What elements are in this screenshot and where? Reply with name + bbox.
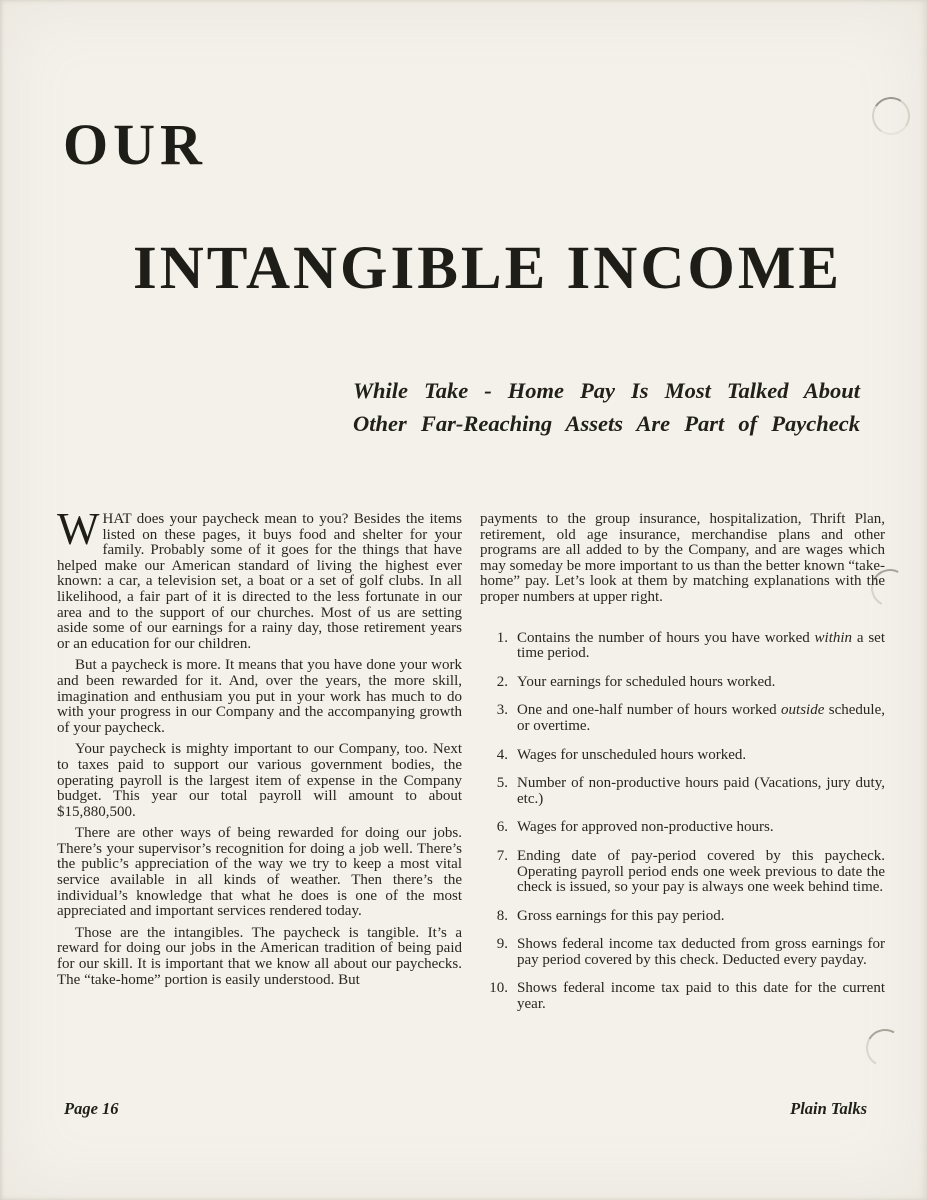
list-item-text: Your earnings for scheduled hours worked. xyxy=(517,673,776,690)
list-item xyxy=(480,909,885,925)
publication-name: Plain Talks xyxy=(790,1099,867,1118)
deck-line-2: Other Far-Reaching Assets Are Part of Paycheck xyxy=(353,411,860,436)
list-item xyxy=(480,820,885,836)
page-footer xyxy=(64,1099,867,1119)
paragraph-1-text: HAT does your paycheck mean to you? Besides the items listed on these pages, it buys food and shelter for your family. Probably some of it goes for the things that have helped make our American standard of living the highest ever known: a car, a television set, a boat or a set of golf clubs. In all likelihood, a fair part of it is directed to the less fortunate in our area and to the support of our churches. Most of us are setting aside some of our earnings for a rainy day, those retirement years or an education for our children. xyxy=(57,511,462,652)
article-body xyxy=(57,504,885,1026)
paragraph-2: But a paycheck is more. It means that you have done your work and been rewarded for it. And, over the years, the more skill, imagination and enthusiam you put in your work has much to do with your progress in our Company and the accompanying growth of your paycheck. xyxy=(57,657,462,736)
list-item xyxy=(480,748,885,764)
list-item-number: 5. xyxy=(496,775,508,792)
list-item-text: Shows federal income tax paid to this date for the current year. xyxy=(517,980,885,1013)
article-deck xyxy=(353,374,860,440)
paragraph-5: Those are the intangibles. The paycheck is tangible. It’s a reward for doing our jobs in the American tradition of being paid for our skill. It is important that we know all about our paychecks. The “take-home” portion is easily understood. But xyxy=(57,924,462,988)
list-item xyxy=(480,849,885,896)
paragraph-3: Your paycheck is mighty important to our Company, too. Next to taxes paid to support our various government bodies, the operating payroll is the largest item of expense in the Company budget. This year our total payroll will amount to about $15,880,500. xyxy=(57,741,462,820)
list-item-number: 4. xyxy=(496,746,508,763)
list-item xyxy=(480,703,885,734)
hole-punch-icon xyxy=(862,1025,909,1072)
left-column xyxy=(57,504,462,1026)
deck-line-1: While Take - Home Pay Is Most Talked About xyxy=(353,378,860,403)
list-item-text: Shows federal income tax deducted from gross earnings for pay period covered by this check. Deducted every payday. xyxy=(517,936,885,968)
list-item-text: Gross earnings for this pay period. xyxy=(517,907,725,924)
list-item-number: 10. xyxy=(489,980,508,997)
list-item xyxy=(480,776,885,807)
page-title-line1: OUR xyxy=(63,112,207,177)
page-title-line2: INTANGIBLE INCOME xyxy=(133,235,843,302)
paycheck-explanation-list xyxy=(480,631,885,1013)
list-item-text: Contains the number of hours you have worked within a set time period. xyxy=(517,629,885,662)
list-item xyxy=(480,675,885,691)
hole-punch-icon xyxy=(868,93,913,138)
list-item-number: 8. xyxy=(496,907,508,924)
list-item-text: One and one-half number of hours worked outside schedule, or overtime. xyxy=(517,702,885,734)
paragraph-4: There are other ways of being rewarded for doing our jobs. There’s your supervisor’s recognition for doing a job well. There’s the public’s appreciation of the way we try to keep a most vital service available in all kinds of weather. Then there’s the individual’s knowledge that what he does is one of the most appreciated and important services rendered today. xyxy=(57,825,462,920)
list-item xyxy=(480,937,885,968)
list-item-number: 3. xyxy=(496,702,508,719)
paragraph-1 xyxy=(57,504,462,652)
page-number: Page 16 xyxy=(64,1099,119,1118)
list-item-number: 9. xyxy=(496,936,508,953)
list-item-number: 7. xyxy=(496,847,508,864)
list-item-text: Ending date of pay-period covered by this paycheck. Operating payroll period ends one week previous to date the check is issued, so your pay is always one week behind time. xyxy=(517,847,885,896)
list-item-number: 2. xyxy=(496,673,508,690)
list-item-text: Wages for unscheduled hours worked. xyxy=(517,746,747,763)
list-item xyxy=(480,981,885,1012)
list-item-number: 1. xyxy=(496,629,508,646)
right-intro-paragraph: payments to the group insurance, hospitalization, Thrift Plan, retirement, old age insurance, merchandise plans and other programs are all added to by the Company, and are wages which may someday be more important to us than the better known “take-home” pay. Let’s look at them by matching explanations with the proper numbers at upper right. xyxy=(480,511,885,605)
list-item-text: Number of non-productive hours paid (Vacations, jury duty, etc.) xyxy=(517,775,885,807)
dropcap-letter: W xyxy=(57,504,100,554)
list-item-text: Wages for approved non-productive hours. xyxy=(517,819,774,836)
list-item xyxy=(480,631,885,662)
right-column xyxy=(480,512,885,1026)
list-item-number: 6. xyxy=(496,819,508,836)
